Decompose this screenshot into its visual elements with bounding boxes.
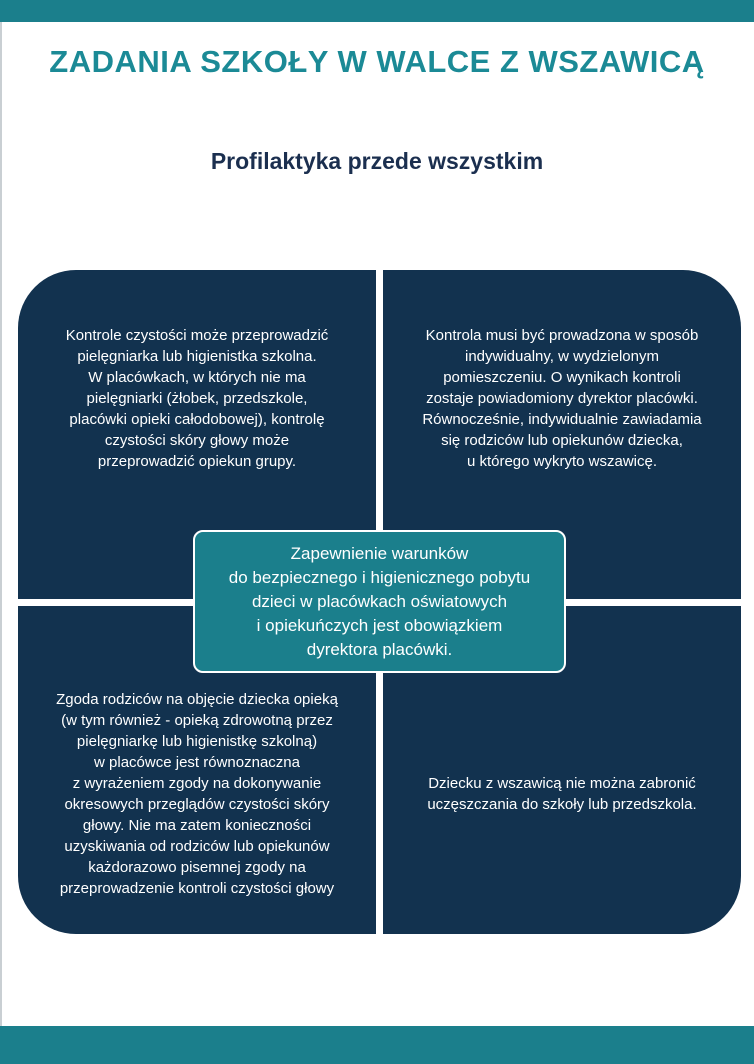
- bottom-bar: [0, 1026, 754, 1064]
- center-callout: Zapewnienie warunków do bezpiecznego i higienicznego pobytu dzieci w placówkach oświatowych i opiekuńczych jest obowiązkiem dyrektora placówki.: [193, 530, 566, 673]
- quadrant-bottom-right-text: Dziecku z wszawicą nie można zabronić uczęszczania do szkoły lub przedszkola.: [427, 775, 697, 813]
- page-title: ZADANIA SZKOŁY W WALCE Z WSZAWICĄ: [49, 44, 705, 79]
- quadrant-bottom-left-text: Zgoda rodziców na objęcie dziecka opieką (w tym również - opieką zdrowotną przez pielęgniarkę lub higienistkę szkolną) w placówce jest równoznaczna z wyrażeniem zgody na dokonywanie okresowych przeglądów czystości skóry głowy. Nie ma zatem konieczności uzyskiwania od rodziców lub opiekunów każdorazowo pisemnej zgody na przeprowadzenie kontroli czystości głowy: [56, 691, 338, 897]
- quadrant-top-right-text: Kontrola musi być prowadzona w sposób indywidualny, w wydzielonym pomieszczeniu. O wynikach kontroli zostaje powiadomiony dyrektor placówki. Równocześnie, indywidualnie zawiadamia się rodziców lub opiekunów dziecka, u którego wykryto wszawicę.: [422, 327, 702, 470]
- quadrant-top-left-text: Kontrole czystości może przeprowadzić pielęgniarka lub higienistka szkolna. W placówkach, w których nie ma pielęgniarki (żłobek, przedszkole, placówki opieki całodobowej), kontrolę czystości skóry głowy może przeprowadzić opiekun grupy.: [65, 327, 329, 470]
- page-subtitle: Profilaktyka przede wszystkim: [210, 148, 544, 174]
- top-bar: [0, 0, 754, 22]
